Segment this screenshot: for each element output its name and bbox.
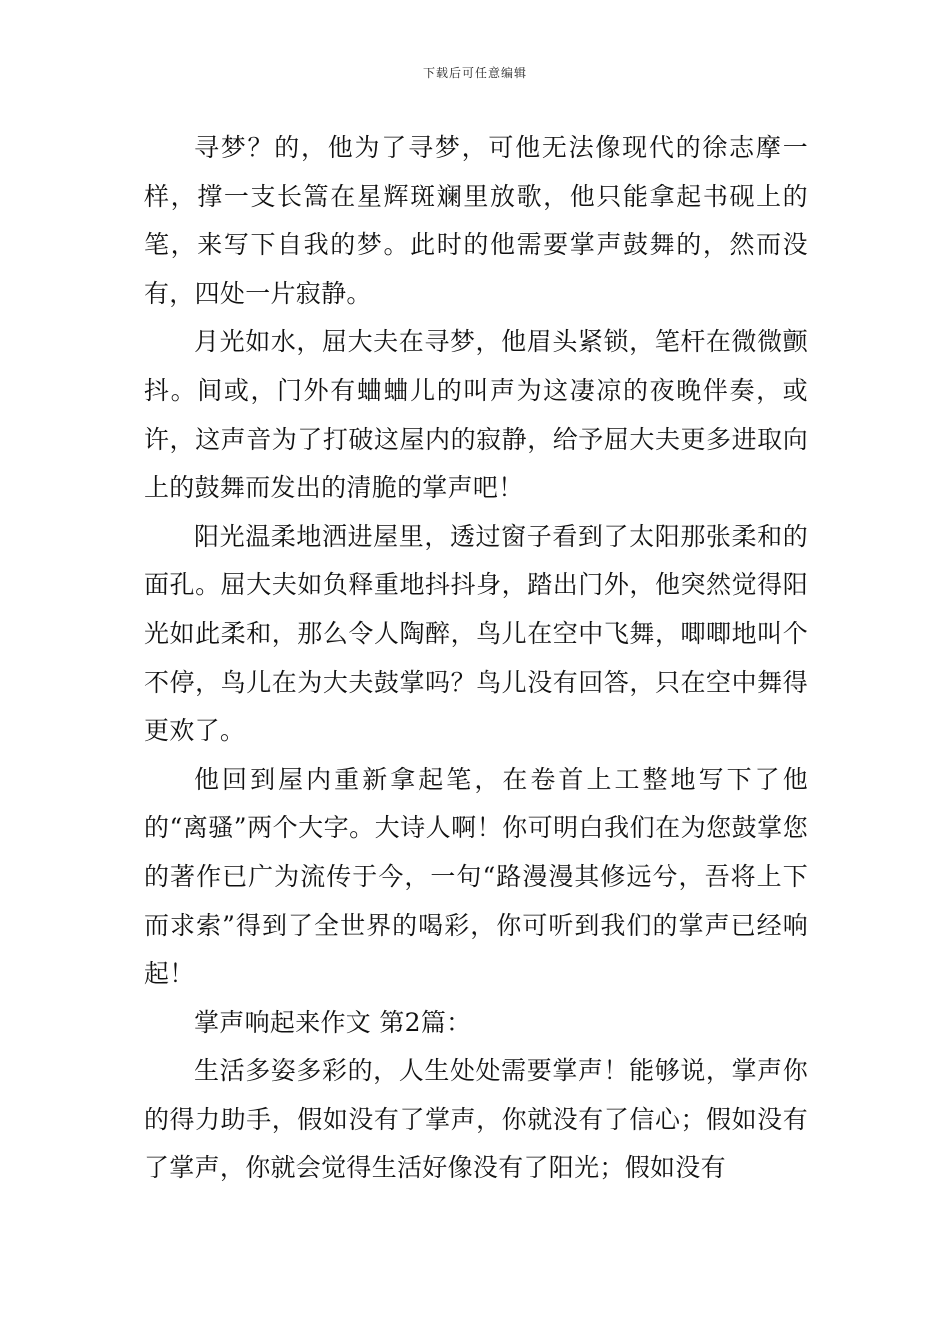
paragraph-2: 月光如水，屈大夫在寻梦，他眉头紧锁，笔杆在微微颤抖。间或，门外有蛐蛐儿的叫声为这凄凉的夜晚伴奏，或许，这声音为了打破这屋内的寂静，给予屈大夫更多进取向上的鼓舞而发出的清脆的掌声吧！ — [144, 327, 808, 503]
paragraph-1: 寻梦？的，他为了寻梦，可他无法像现代的徐志摩一样，撑一支长篙在星辉斑斓里放歌，他只能拿起书砚上的笔，来写下自我的梦。此时的他需要掌声鼓舞的，然而没有，四处一片寂静。 — [144, 133, 808, 308]
paragraph-3: 阳光温柔地洒进屋里，透过窗子看到了太阳那张柔和的面孔。屈大夫如负释重地抖抖身，踏出门外，他突然觉得阳光如此柔和，那么令人陶醉，鸟儿在空中飞舞，唧唧地叫个不停，鸟儿在为大夫鼓掌吗？鸟儿没有回答，只在空中舞得更欢了。 — [144, 521, 808, 746]
page-header: 下载后可任意编辑 — [422, 66, 527, 80]
document-body — [144, 124, 808, 1193]
paragraph-4: 他回到屋内重新拿起笔，在卷首上工整地写下了他的“离骚”两个大字。大诗人啊！你可明白我们在为您鼓掌您的著作已广为流传于今，一句“路漫漫其修远兮，吾将上下而求索”得到了全世界的喝彩，你可听到我们的掌声已经响起！ — [144, 764, 808, 989]
section-heading: 掌声响起来作文 第2篇： — [194, 1007, 472, 1037]
paragraph-5: 生活多姿多彩的，人生处处需要掌声！能够说，掌声你的得力助手，假如没有了掌声，你就没有了信心；假如没有了掌声，你就会觉得生活好像没有了阳光；假如没有 — [144, 1056, 808, 1183]
